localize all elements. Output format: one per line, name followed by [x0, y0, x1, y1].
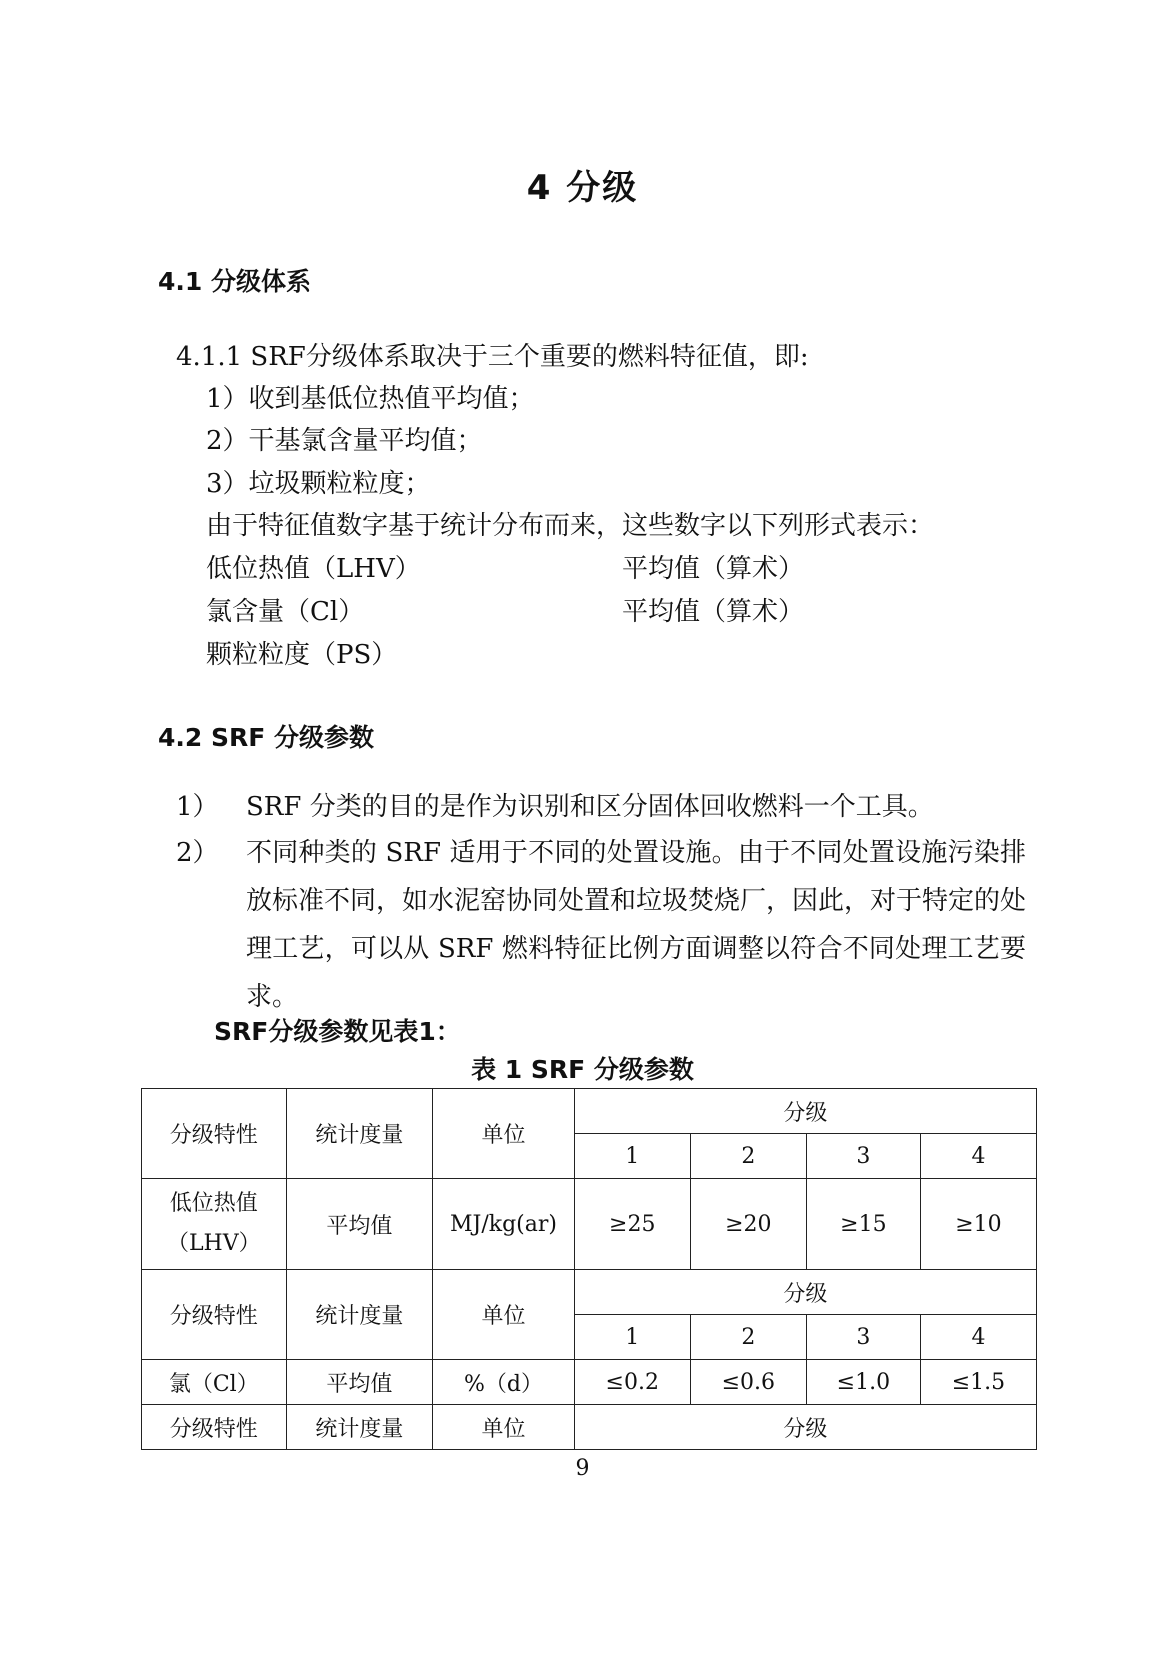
grade-number: 2	[690, 1315, 806, 1360]
table-caption: 表 1 SRF 分级参数	[471, 1055, 694, 1084]
grade-number: 1	[574, 1315, 690, 1360]
paragraph-number: 2）	[176, 838, 219, 868]
header-statistic: 统计度量	[286, 1405, 433, 1450]
list-item: 3）垃圾颗粒粒度；	[206, 469, 431, 499]
feature-name: 氯含量（Cl）	[206, 597, 365, 627]
header-property: 分级特性	[142, 1089, 287, 1179]
header-property: 分级特性	[142, 1270, 287, 1360]
feature-name: 颗粒粒度（PS）	[206, 640, 398, 670]
header-statistic: 统计度量	[286, 1270, 433, 1360]
row-statistic: 平均值	[286, 1360, 433, 1405]
section-title-4-2: 4.2 SRF 分级参数	[158, 723, 375, 752]
grade-number: 4	[920, 1134, 1036, 1179]
table-reference: SRF分级参数见表1：	[214, 1017, 461, 1046]
row-value: ≥10	[920, 1179, 1036, 1270]
header-grade: 分级	[574, 1405, 1036, 1450]
header-grade: 分级	[574, 1270, 1036, 1315]
row-value: ≥15	[806, 1179, 920, 1270]
page-number: 9	[575, 1456, 590, 1481]
grade-number: 1	[574, 1134, 690, 1179]
paragraph-text: SRF 分类的目的是作为识别和区分固体回收燃料一个工具。	[246, 792, 934, 822]
grade-number: 4	[920, 1315, 1036, 1360]
section-lead: 4.1.1 SRF分级体系取决于三个重要的燃料特征值，即:	[176, 342, 809, 372]
row-unit: MJ/kg(ar)	[433, 1179, 574, 1270]
table-header-row	[142, 1270, 1037, 1315]
row-property: 氯（Cl）	[142, 1360, 287, 1405]
feature-name: 低位热值（LHV）	[206, 554, 421, 584]
table-header-row	[142, 1089, 1037, 1134]
row-value: ≥25	[574, 1179, 690, 1270]
row-property: 低位热值（LHV）	[142, 1179, 287, 1270]
table-row	[142, 1179, 1037, 1270]
row-value: ≥20	[690, 1179, 806, 1270]
row-value: ≤0.2	[574, 1360, 690, 1405]
header-grade: 分级	[574, 1089, 1036, 1134]
table-header-row	[142, 1405, 1037, 1450]
header-unit: 单位	[433, 1405, 574, 1450]
table-row	[142, 1360, 1037, 1405]
header-unit: 单位	[433, 1089, 574, 1179]
row-value: ≤1.0	[806, 1360, 920, 1405]
list-item: 2）干基氯含量平均值；	[206, 426, 483, 456]
feature-form: 平均值（算术）	[622, 554, 805, 584]
grading-table	[141, 1088, 1037, 1450]
row-statistic: 平均值	[286, 1179, 433, 1270]
grade-number: 2	[690, 1134, 806, 1179]
header-property: 分级特性	[142, 1405, 287, 1450]
paragraph-text: 不同种类的 SRF 适用于不同的处置设施。由于不同处置设施污染排放标准不同，如水泥窑协同处置和垃圾焚烧厂，因此，对于特定的处理工艺，可以从 SRF 燃料特征比例方面调整以符合不同处理工艺要求。	[246, 838, 1027, 1012]
header-statistic: 统计度量	[286, 1089, 433, 1179]
header-unit: 单位	[433, 1270, 574, 1360]
feature-form: 平均值（算术）	[622, 597, 805, 627]
grade-number: 3	[806, 1134, 920, 1179]
grade-number: 3	[806, 1315, 920, 1360]
paragraph-number: 1）	[176, 792, 219, 822]
row-value: ≤0.6	[690, 1360, 806, 1405]
section-title-4-1: 4.1 分级体系	[158, 267, 311, 296]
row-unit: %（d）	[433, 1360, 574, 1405]
list-item: 1）收到基低位热值平均值；	[206, 384, 535, 414]
chapter-title: 4 分级	[526, 168, 639, 208]
row-value: ≤1.5	[920, 1360, 1036, 1405]
section-note: 由于特征值数字基于统计分布而来，这些数字以下列形式表示：	[206, 511, 935, 541]
